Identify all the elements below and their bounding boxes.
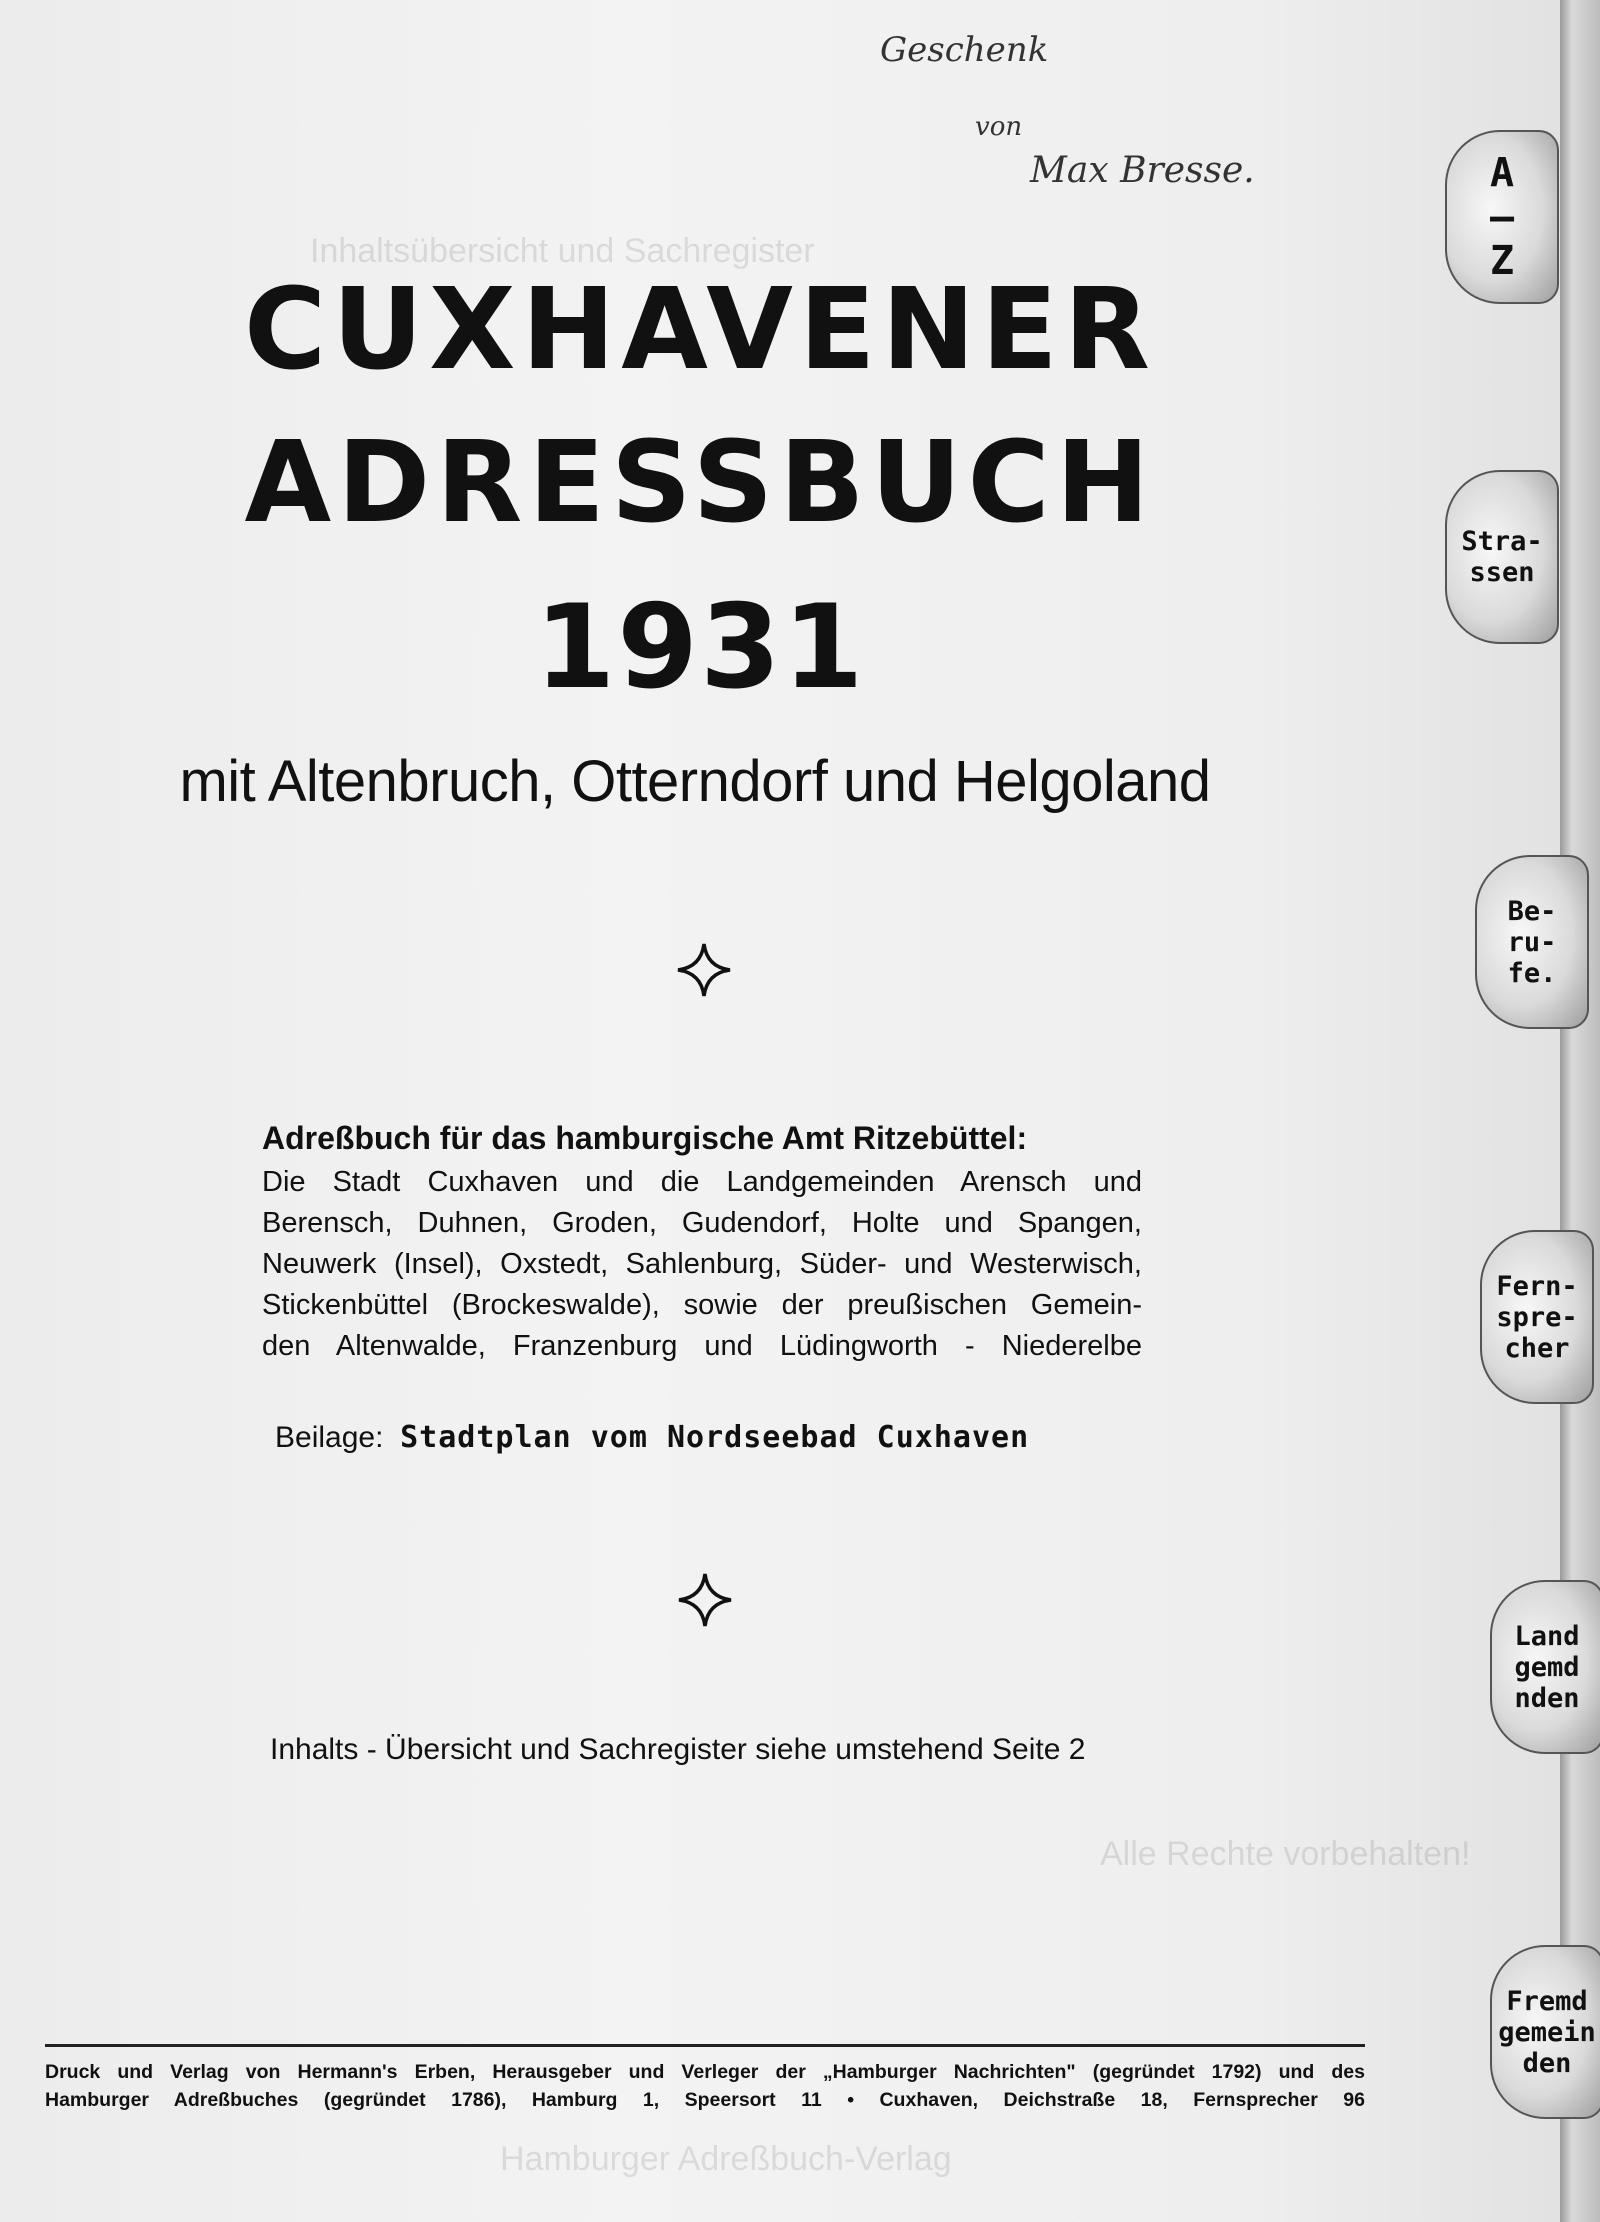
imprint [45, 2058, 1365, 2114]
handwritten-note: Geschenk [880, 30, 1049, 70]
subtitle: mit Altenbruch, Otterndorf und Helgoland [179, 749, 1211, 814]
index-tab-fernsprecher[interactable] [1480, 1230, 1594, 1404]
index-tab-strassen[interactable] [1445, 470, 1559, 644]
index-tab-landgemeinden[interactable] [1490, 1580, 1600, 1754]
beilage-label: Beilage: [275, 1421, 384, 1454]
scope-line: den Altenwalde, Franzenburg und Lüdingworth - Niederelbe [262, 1330, 1142, 1362]
bleed-through-text: Inhaltsübersicht und Sachregister [310, 232, 815, 270]
tab-label: Fremd [1506, 1985, 1588, 2017]
tab-label: nden [1514, 1682, 1580, 1714]
index-tab-berufe[interactable] [1475, 855, 1589, 1029]
handwritten-note: von [975, 112, 1023, 142]
imprint-rule [45, 2044, 1365, 2047]
tab-label: fe. [1507, 957, 1557, 989]
scope-line: Berensch, Duhnen, Groden, Gudendorf, Holte und Spangen, [262, 1207, 1142, 1239]
bleed-through-text: Hamburger Adreßbuch-Verlag [500, 2140, 952, 2178]
tab-label: Stra- [1461, 526, 1543, 557]
contents-note: Inhalts - Übersicht und Sachregister siehe umstehend Seite 2 [270, 1733, 1086, 1766]
tab-label: Land [1514, 1620, 1580, 1652]
scope-text [262, 1162, 1142, 1367]
tab-label: gemein [1498, 2016, 1596, 2048]
tab-label: Z [1489, 238, 1515, 284]
four-point-star-icon [674, 940, 734, 1000]
imprint-line: Druck und Verlag von Hermann's Erben, Herausgeber und Verleger der „Hamburger Nachrichten" (gegründet 1792) und des [45, 2061, 1365, 2083]
tab-label: gemd [1514, 1651, 1580, 1683]
four-point-star-icon [675, 1570, 735, 1630]
bleed-through-text: Alle Rechte vorbehalten! [1100, 1835, 1471, 1873]
tab-label: Be- [1507, 895, 1557, 927]
title-line: CUXHAVENER [244, 265, 1156, 395]
scope-line: Stickenbüttel (Brockeswalde), sowie der preußischen Gemein- [262, 1289, 1142, 1321]
title-year: 1931 [534, 580, 866, 715]
page-edge [1560, 0, 1600, 2222]
imprint-line: Hamburger Adreßbuches (gegründet 1786), Hamburg 1, Speersort 11 • Cuxhaven, Deichstraße 18, Fernsprecher 96 [45, 2089, 1365, 2111]
tab-label: ru- [1507, 926, 1557, 958]
tab-label: – [1489, 194, 1515, 240]
tab-label: cher [1504, 1332, 1570, 1364]
handwritten-note: Max Bresse. [1030, 150, 1255, 191]
tab-label: spre- [1496, 1301, 1578, 1333]
tab-label: A [1489, 150, 1515, 196]
title-line: ADRESSBUCH [244, 418, 1156, 548]
beilage-value: Stadtplan vom Nordseebad Cuxhaven [400, 1420, 1030, 1455]
index-tab-a-z[interactable] [1445, 130, 1559, 304]
scope-heading: Adreßbuch für das hamburgische Amt Ritzebüttel: [262, 1120, 1028, 1156]
scope-line: Die Stadt Cuxhaven und die Landgemeinden Arensch und [262, 1166, 1142, 1198]
scope-line: Neuwerk (Insel), Oxstedt, Sahlenburg, Süder- und Westerwisch, [262, 1248, 1142, 1280]
tab-label: ssen [1469, 557, 1535, 588]
tab-label: Fern- [1496, 1270, 1578, 1302]
beilage [275, 1420, 1029, 1455]
index-tab-fremdgemeinden[interactable] [1490, 1945, 1600, 2119]
tab-label: den [1522, 2047, 1572, 2079]
